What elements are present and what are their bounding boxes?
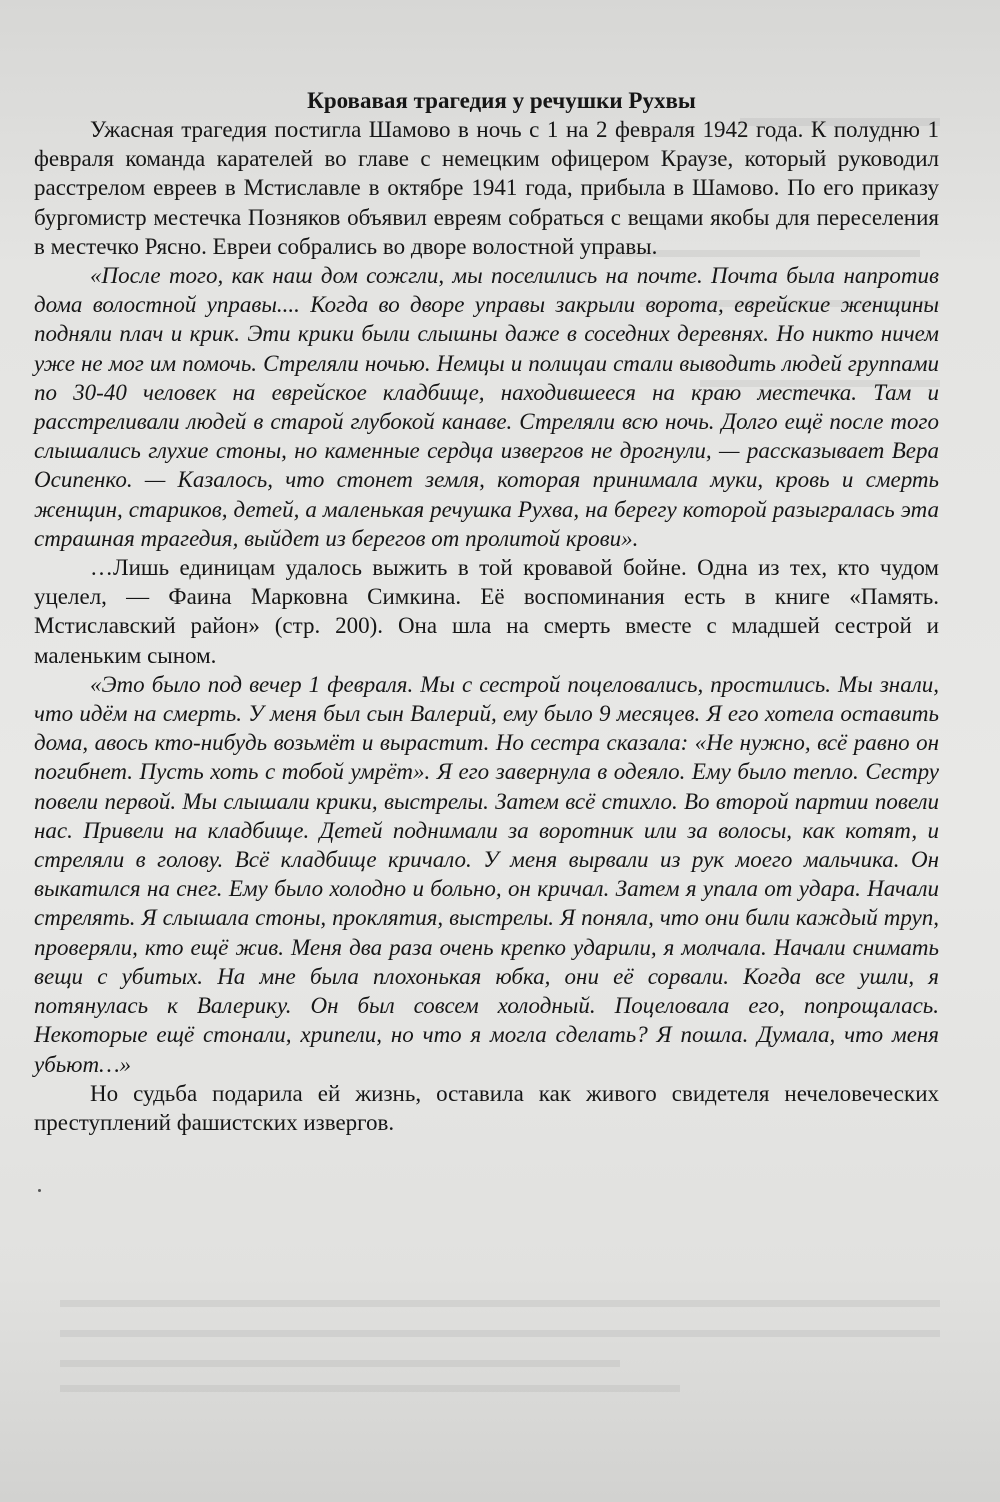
quote-vera-osipenko: «После того, как наш дом сожгли, мы поселились на почте. Почта была напротив дома волостной управы.... Когда во дворе управы закрыли ворота, еврейские женщины подняли плач и крик. Эти крики были слышны даже в соседних деревнях. Но никто ничем уже не мог им помочь. Стреляли ночью. Немцы и полицаи стали выводить людей группами по 30-40 человек на еврейское кладбище, находившееся на краю местечка. Там и расстреливали людей в старой глубокой канаве. Стреляли всю ночь. Долго ещё после того слышались глухие стоны, но каменные сердца извергов не дрогнули, — рассказывает Вера Осипенко. — Казалось, что стонет земля, которая принимала муки, кровь и смерть женщин, стариков, детей, а маленькая речушка Рухва, на берегу которой разыгралась эта страшная трагедия, выйдет из берегов от пролитой крови». (34, 263, 939, 551)
paragraph-intro: Ужасная трагедия постигла Шамово в ночь с 1 на 2 февраля 1942 года. К полудню 1 февраля команда карателей во главе с немецким офицером Краузе, который руководил расстрелом евреев в Мстиславле в октябре 1941 года, прибыла в Шамово. По его приказу бургомистр местечка Позняков объявил евреям собраться с вещами якобы для переселения в местечко Рясно. Евреи собрались во дворе волостной управы. (34, 117, 939, 259)
quote-faina-simkina: «Это было под вечер 1 февраля. Мы с сестрой поцеловались, простились. Мы знали, что идём на смерть. У меня был сын Валерий, ему было 9 месяцев. Я его хотела оставить дома, авось кто-нибудь возьмёт и вырастит. Но сестра сказала: «Не нужно, всё равно он погибнет. Пусть хоть с тобой умрёт». Я его завернула в одеяло. Ему было тепло. Сестру повели первой. Мы слышали крики, выстрелы. Затем всё стихло. Во второй партии повели нас. Привели на кладбище. Детей поднимали за воротник или за волосы, как котят, и стреляли в голову. Всё кладбище кричало. У меня вырвали из рук моего мальчика. Он выкатился на снег. Ему было холодно и больно, он кричал. Затем я упала от удара. Начали стрелять. Я слышала стоны, проклятия, выстрелы. Я поняла, что они били каждый труп, проверяли, кто ещё жив. Меня два раза очень крепко ударили, я молчала. Начали снимать вещи с убитых. На мне была плохонькая юбка, они её сорвали. Когда все ушли, я потянулась к Валерику. Он был совсем холодный. Поцеловала его, попрощалась. Некоторые ещё стонали, хрипели, но что я могла сделать? Я пошла. Думала, что меня убьют…» (34, 671, 939, 1077)
paragraph-conclusion: Но судьба подарила ей жизнь, оставила как живого свидетеля нечеловеческих преступлений фашистских извергов. (34, 1080, 939, 1135)
scan-speck (38, 1189, 41, 1192)
paragraph-survivors: …Лишь единицам удалось выжить в той кровавой бойне. Одна из тех, кто чудом уцелел, — Фаина Марковна Симкина. Её воспоминания есть в книге «Память. Мстиславский район» (стр. 200). Она шла на смерть вместе с младшей сестрой и маленьким сыном. (34, 555, 939, 668)
document-body (34, 86, 939, 1137)
document-title: Кровавая трагедия у речушки Рухвы (307, 88, 696, 113)
